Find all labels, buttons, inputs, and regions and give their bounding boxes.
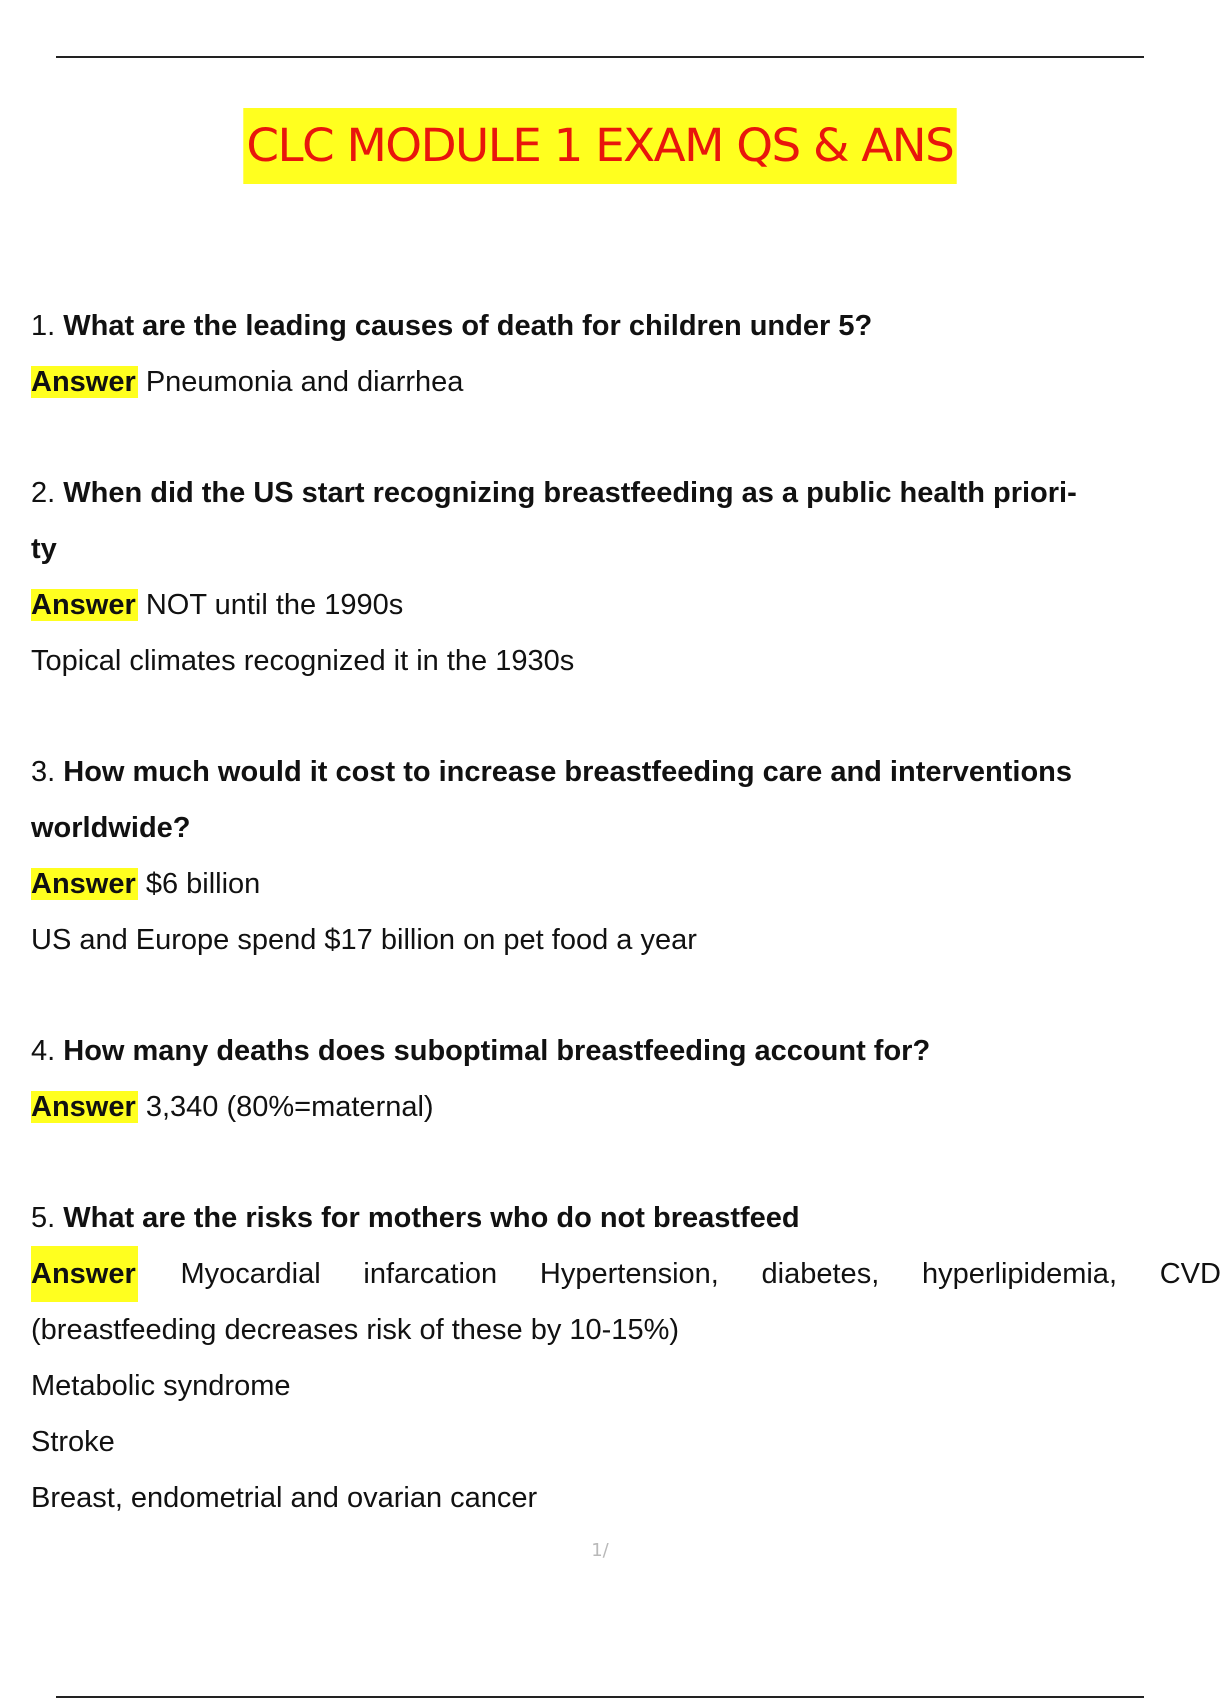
question-4: [31, 1023, 1191, 1079]
question-number: 1.: [31, 310, 56, 342]
qa-list: [31, 298, 1221, 1581]
answer-label: Answer: [31, 868, 136, 900]
answer-text: 3,340 (80%=maternal): [145, 1091, 434, 1123]
answer-list-item: Breast, endometrial and ovarian cancer: [31, 1482, 538, 1514]
answer-3: [31, 856, 1191, 912]
answer-note: (breastfeeding decreases risk of these by 10-15%): [31, 1314, 680, 1346]
answer-label: Answer: [31, 1091, 136, 1123]
qa-item-2: [31, 465, 1191, 689]
answer-2: [31, 577, 1191, 633]
question-2: [31, 465, 1191, 521]
title-container: [0, 108, 1200, 184]
bottom-rule: [56, 1696, 1144, 1698]
question-1: [31, 298, 1191, 354]
qa-item-3: [31, 744, 1191, 968]
answer-note: US and Europe spend $17 billion on pet food a year: [31, 924, 697, 956]
question-number: 4.: [31, 1035, 56, 1067]
answer-note: Topical climates recognized it in the 1930s: [31, 645, 575, 677]
answer-word: diabetes,: [761, 1258, 880, 1290]
answer-1: [31, 354, 1191, 410]
question-5: [31, 1190, 1191, 1246]
answer-label: Answer: [31, 589, 136, 621]
answer-4: [31, 1079, 1191, 1135]
question-text: When did the US start recognizing breastfeeding as a public health priori-: [63, 477, 1077, 509]
page-number: 1/: [591, 1540, 609, 1561]
qa-item-5: [31, 1190, 1221, 1526]
answer-label: Answer: [31, 366, 136, 398]
answer-text: Pneumonia and diarrhea: [145, 366, 464, 398]
question-2-continued: [31, 521, 1191, 577]
question-3: [31, 744, 1191, 800]
question-text-continued: ty: [31, 533, 57, 565]
qa-item-1: [31, 298, 1191, 410]
answer-word: Myocardial: [180, 1258, 321, 1290]
question-text-continued: worldwide?: [31, 812, 191, 844]
document-title: CLC MODULE 1 EXAM QS & ANS: [243, 108, 956, 184]
question-number: 3.: [31, 756, 56, 788]
question-text: How much would it cost to increase breastfeeding care and interventions: [63, 756, 1073, 788]
answer-text: NOT until the 1990s: [145, 589, 404, 621]
answer-5: [31, 1246, 1221, 1302]
answer-word: Hypertension,: [539, 1258, 719, 1290]
question-number: 5.: [31, 1202, 56, 1234]
answer-text: $6 billion: [145, 868, 261, 900]
answer-word: hyperlipidemia,: [921, 1258, 1117, 1290]
question-text: What are the leading causes of death for children under 5?: [63, 310, 873, 342]
answer-word: infarcation: [363, 1258, 498, 1290]
top-rule: [56, 56, 1144, 58]
question-text: What are the risks for mothers who do not breastfeed: [63, 1202, 800, 1234]
qa-item-4: [31, 1023, 1191, 1135]
answer-list-item: Stroke: [31, 1426, 115, 1458]
question-text: How many deaths does suboptimal breastfeeding account for?: [63, 1035, 931, 1067]
answer-list-item: Metabolic syndrome: [31, 1370, 291, 1402]
question-number: 2.: [31, 477, 56, 509]
answer-label: Answer: [31, 1246, 138, 1302]
question-3-continued: [31, 800, 1191, 856]
answer-word: CVD: [1159, 1258, 1221, 1290]
